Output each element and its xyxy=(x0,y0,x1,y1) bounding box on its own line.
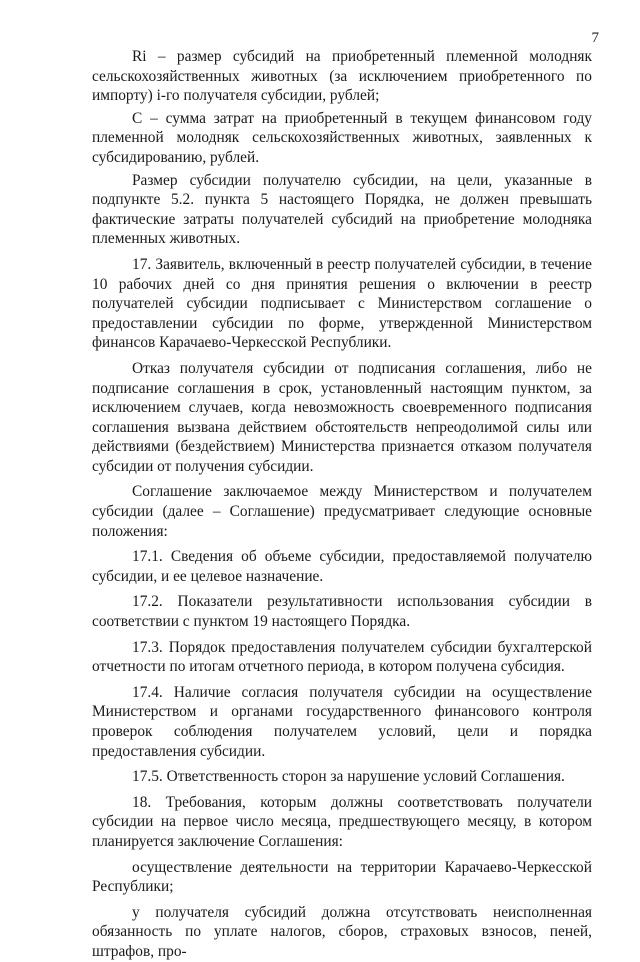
page-number: 7 xyxy=(591,30,599,46)
paragraph-c-definition: С – сумма затрат на приобретенный в текущем финансовом году племенной молодняк сельскохозяйственных животных, заявленных к субсидированию, рублей. xyxy=(92,109,592,166)
paragraph-17-3: 17.3. Порядок предоставления получателем субсидии бухгалтерской отчетности по итогам отчетного периода, в котором получена субсидия. xyxy=(92,638,592,676)
paragraph-17-1: 17.1. Сведения об объеме субсидии, предоставляемой получателю субсидии, и ее целевое назначение. xyxy=(92,548,592,585)
paragraph-ri-definition: Ri – размер субсидий на приобретенный племенной молодняк сельскохозяйственных животных (за исключением приобретенного по импорту) i-го получателя субсидии, рублей; xyxy=(92,48,592,105)
paragraph-agreement-provisions: Соглашение заключаемое между Министерством и получателем субсидии (далее – Соглашение) предусматривает следующие основные положения: xyxy=(92,483,592,540)
paragraph-17-2: 17.2. Показатели результативности использования субсидии в соответствии с пунктом 19 настоящего Порядка. xyxy=(92,593,592,631)
paragraph-subsidy-limit: Размер субсидии получателю субсидии, на цели, указанные в подпункте 5.2. пункта 5 настоящего Порядка, не должен превышать фактические затраты получателей субсидий на приобретение молодняка племенных животных. xyxy=(92,171,592,248)
document-body xyxy=(92,47,592,962)
paragraph-18: 18. Требования, которым должны соответствовать получатели субсидии на первое число месяца, предшествующего месяцу, в котором планируется заключение Соглашения: xyxy=(92,793,592,850)
paragraph-requirement-territory: осуществление деятельности на территории Карачаево-Черкесской Республики; xyxy=(92,858,592,896)
paragraph-17-5: 17.5. Ответственность сторон за нарушение условий Соглашения. xyxy=(132,768,565,786)
paragraph-17: 17. Заявитель, включенный в реестр получателей субсидии, в течение 10 рабочих дней со дня принятия решения о включении в реестр получателей субсидии подписывает с Министерством соглашение о предоставлении субсидии по форме, утвержденной Министерством финансов Карачаево-Черкесской Республики. xyxy=(92,255,592,352)
paragraph-17-4: 17.4. Наличие согласия получателя субсидии на осуществление Министерством и органами государственного финансового контроля проверок соблюдения получателем условий, цели и порядка предоставления субсидии. xyxy=(92,683,592,760)
paragraph-refusal: Отказ получателя субсидии от подписания соглашения, либо не подписание соглашения в срок, установленный настоящим пунктом, за исключением случаев, когда невозможность своевременного подписания соглашения вызвана действием обстоятельств непреодолимой силы или действиями (бездействием) Министерства признается отказом получателя субсидии от получения субсидии. xyxy=(92,359,592,475)
paragraph-requirement-taxes: у получателя субсидий должна отсутствовать неисполненная обязанность по уплате налогов, сборов, страховых взносов, пеней, штрафов, про- xyxy=(92,903,592,960)
